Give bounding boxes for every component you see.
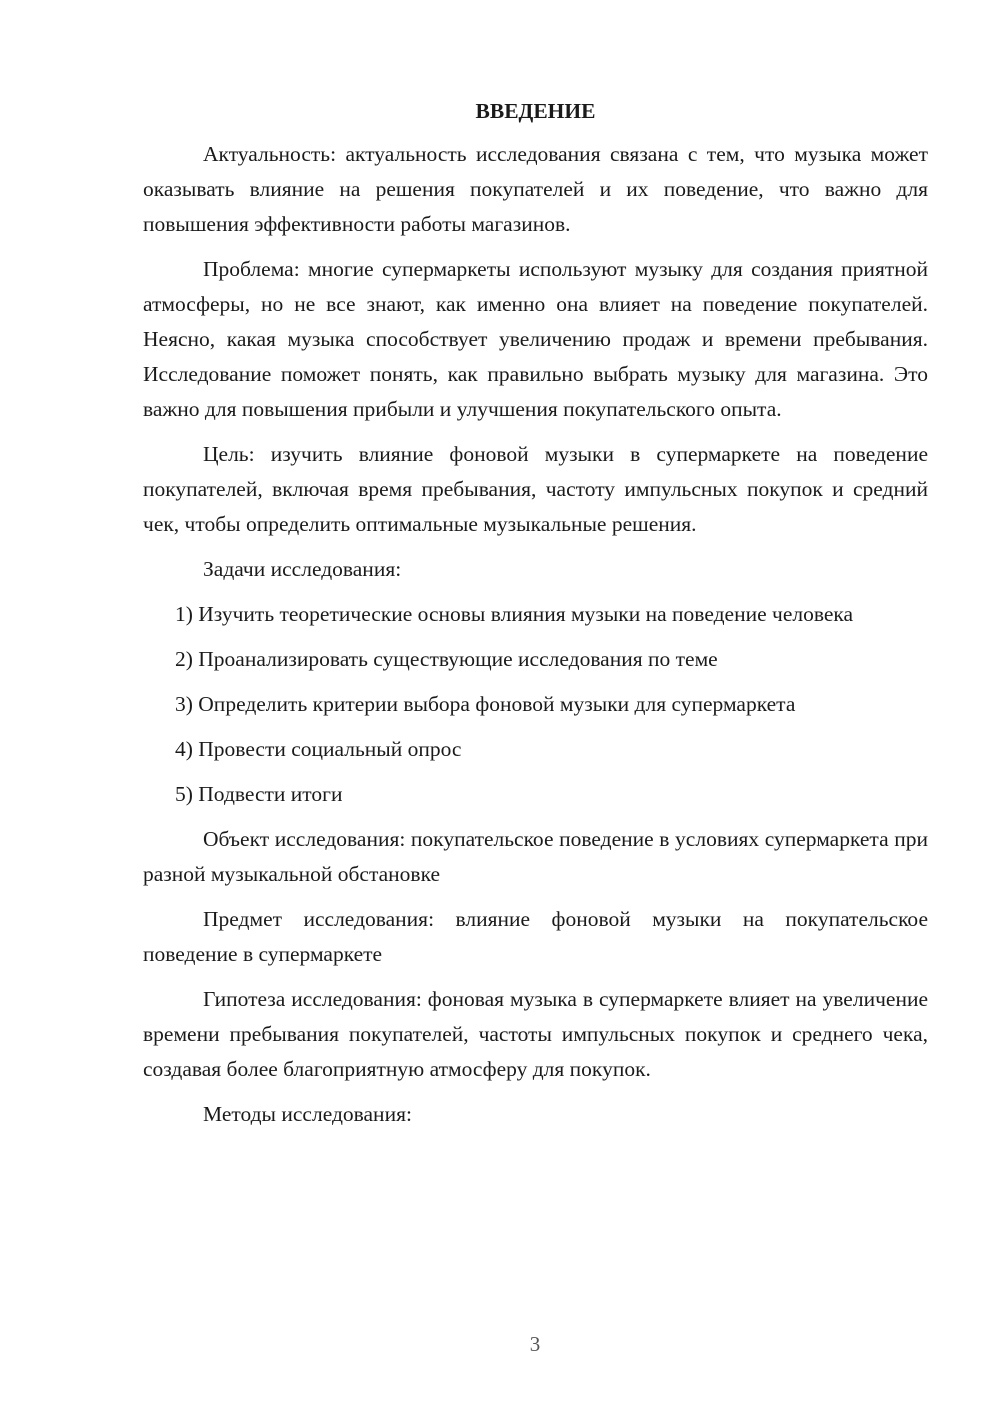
page-title: ВВЕДЕНИЕ	[475, 99, 596, 123]
task-item-2: 2) Проанализировать существующие исследования по теме	[175, 647, 718, 671]
paragraph-methods-heading: Методы исследования:	[203, 1102, 412, 1126]
task-item-5: 5) Подвести итоги	[175, 782, 343, 806]
paragraph-goal: Цель: изучить влияние фоновой музыки в супермаркете на поведение покупателей, включая время пребывания, частоту импульсных покупок и средний чек, чтобы определить оптимальные музыкальные решения.	[143, 442, 928, 536]
task-item-3: 3) Определить критерии выбора фоновой музыки для супермаркета	[175, 692, 796, 716]
task-item-1: 1) Изучить теоретические основы влияния музыки на поведение человека	[175, 602, 854, 626]
paragraph-tasks-heading: Задачи исследования:	[203, 557, 402, 581]
paragraph-hypothesis: Гипотеза исследования: фоновая музыка в супермаркете влияет на увеличение времени пребывания покупателей, частоты импульсных покупок и среднего чека, создавая более благоприятную атмосферу для покупок.	[143, 987, 928, 1081]
paragraph-object: Объект исследования: покупательское поведение в условиях супермаркета при разной музыкальной обстановке	[143, 827, 928, 886]
paragraph-subject: Предмет исследования: влияние фоновой музыки на покупательское поведение в супермаркете	[143, 907, 928, 966]
page-number: 3	[529, 1332, 541, 1356]
task-item-4: 4) Провести социальный опрос	[175, 737, 462, 761]
paragraph-relevance: Актуальность: актуальность исследования связана с тем, что музыка может оказывать влияние на решения покупателей и их поведение, что важно для повышения эффективности работы магазинов.	[143, 142, 928, 236]
document-page	[143, 96, 928, 1142]
paragraph-problem: Проблема: многие супермаркеты используют музыку для создания приятной атмосферы, но не все знают, как именно она влияет на поведение покупателей. Неясно, какая музыка способствует увеличению продаж и времени пребывания. Исследование поможет понять, как правильно выбрать музыку для магазина. Это важно для повышения прибыли и улучшения покупательского опыта.	[143, 257, 928, 421]
